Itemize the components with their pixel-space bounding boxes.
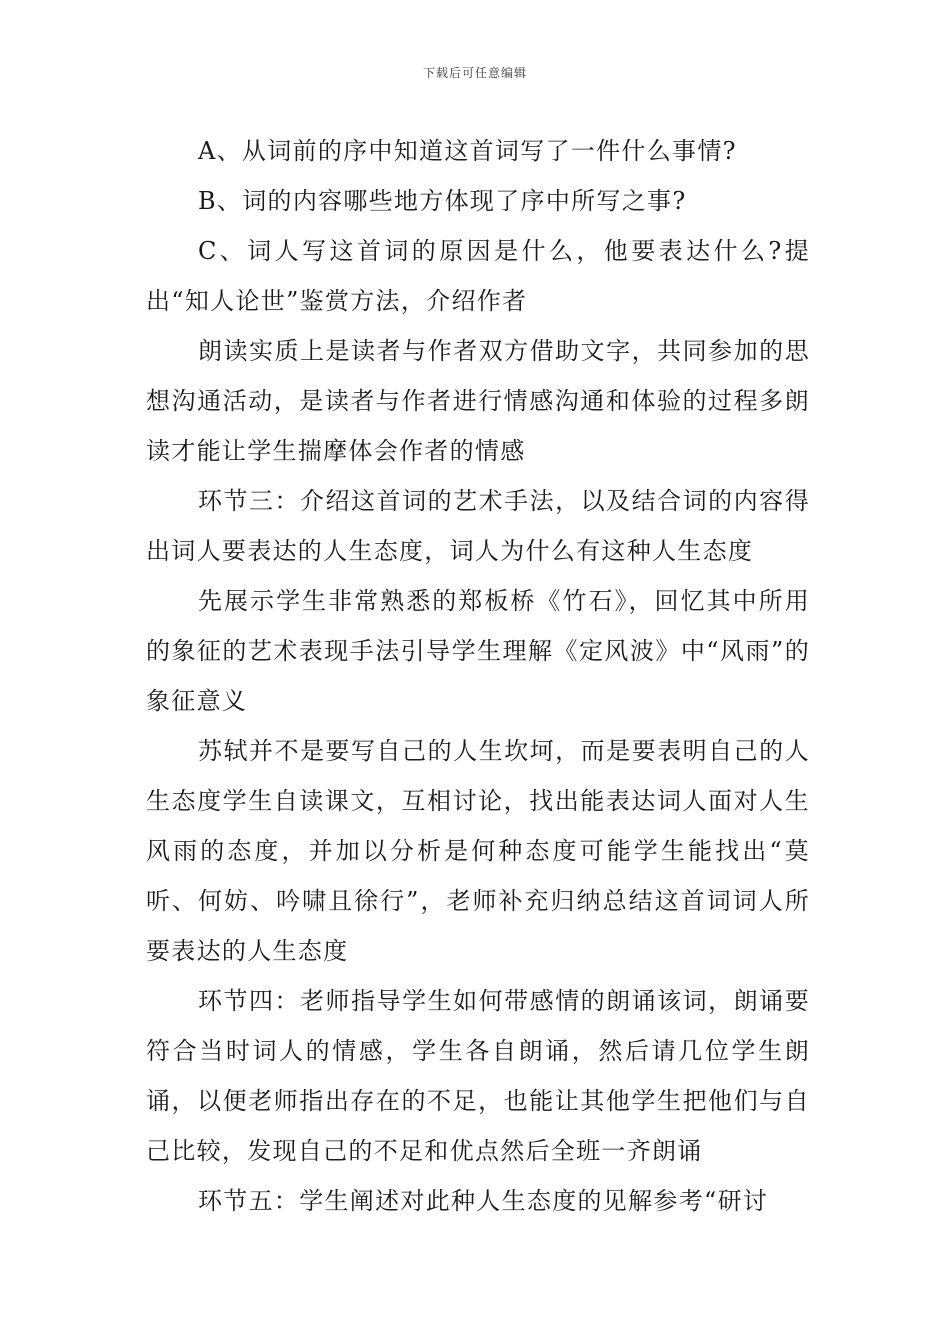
paragraph-bamboo-stone: 先展示学生非常熟悉的郑板桥《竹石》，回忆其中所用的象征的艺术表现手法引导学生理解《定风波》中“风雨”的象征意义	[146, 587, 810, 715]
paragraph-step-three: 环节三：介绍这首词的艺术手法，以及结合词的内容得出词人要表达的人生态度，词人为什么有这种人生态度	[146, 487, 810, 565]
body-text	[146, 126, 810, 1226]
paragraph-step-four: 环节四：老师指导学生如何带感情的朗诵该词，朗诵要符合当时词人的情感，学生各自朗诵，然后请几位学生朗诵，以便老师指出存在的不足，也能让其他学生把他们与自己比较，发现自己的不足和优点然后全班一齐朗诵	[146, 987, 810, 1165]
paragraph-question-c: C、词人写这首词的原因是什么，他要表达什么?提出“知人论世”鉴赏方法，介绍作者	[146, 237, 810, 315]
page-header: 下载后可任意编辑	[422, 66, 527, 80]
paragraph-su-shi: 苏轼并不是要写自己的人生坎坷，而是要表明自己的人生态度学生自读课文，互相讨论，找出能表达词人面对人生风雨的态度，并加以分析是何种态度可能学生能找出“莫听、何妨、吟啸且徐行”，老师补充归纳总结这首词词人所要表达的人生态度	[146, 737, 810, 965]
paragraph-reading: 朗读实质上是读者与作者双方借助文字，共同参加的思想沟通活动，是读者与作者进行情感沟通和体验的过程多朗读才能让学生揣摩体会作者的情感	[146, 337, 810, 465]
paragraph-question-a: A、从词前的序中知道这首词写了一件什么事情?	[198, 137, 737, 165]
paragraph-question-b: B、词的内容哪些地方体现了序中所写之事?	[198, 187, 687, 215]
paragraph-step-five: 环节五：学生阐述对此种人生态度的见解参考“研讨	[198, 1187, 769, 1215]
